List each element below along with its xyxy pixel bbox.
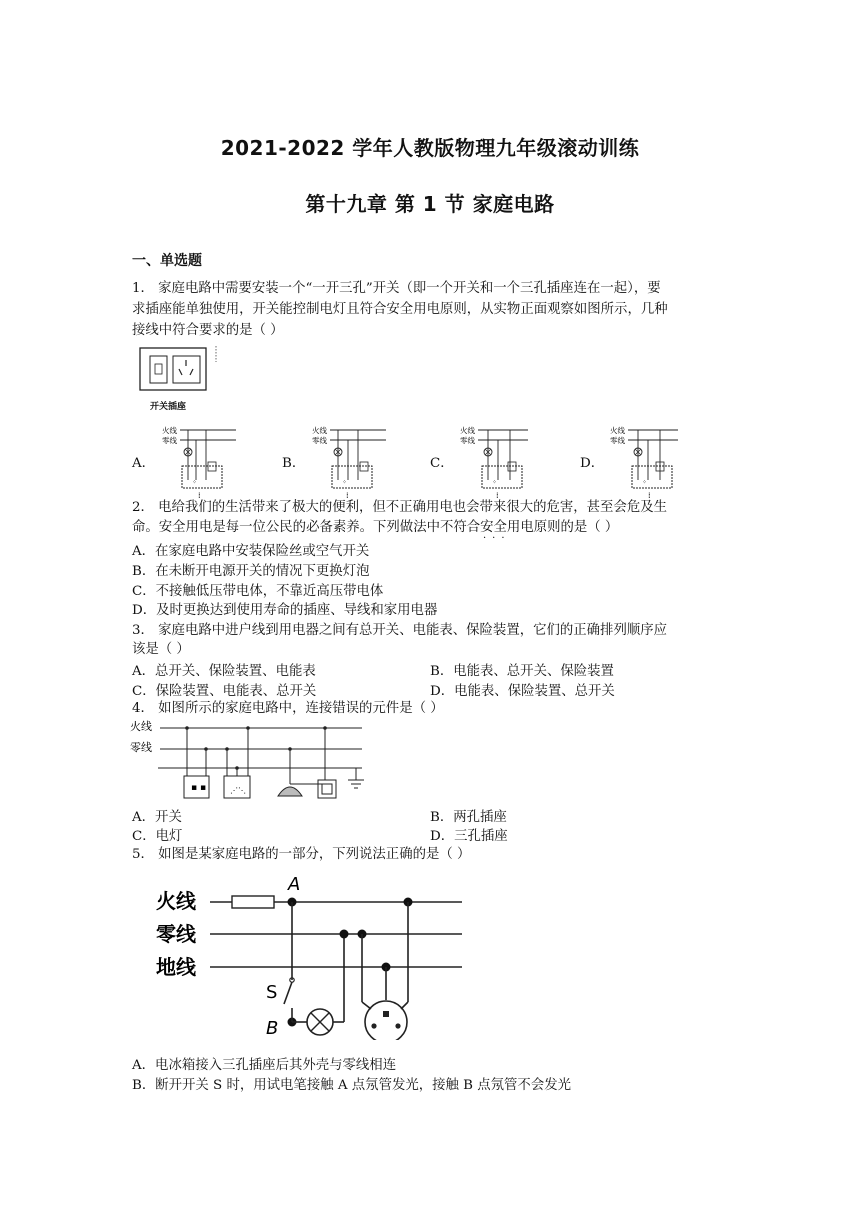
q5-option-b[interactable]: B．断开开关 S 时，用试电笔接触 A 点氖管发光，接触 B 点氖管不会发光 [132, 1078, 571, 1093]
svg-text:零线: 零线 [460, 436, 475, 445]
q1-line-3: 接线中符合要求的是（ ） [132, 323, 284, 338]
svg-text:⁞: ⁞ [496, 491, 499, 498]
q1-option-b-label[interactable]: B． [282, 456, 306, 471]
q1-option-d-label[interactable]: D． [580, 456, 605, 471]
svg-text:A: A [288, 874, 301, 895]
svg-text:零线: 零线 [610, 436, 625, 445]
svg-text:火线: 火线 [312, 426, 327, 435]
svg-text:零线: 零线 [312, 436, 327, 445]
page-subtitle: 第十九章 第 1 节 家庭电路 [305, 192, 555, 216]
svg-text:⁘: ⁘ [342, 479, 348, 486]
svg-text:火线: 火线 [610, 426, 625, 435]
svg-text:▪ ▪: ▪ ▪ [191, 783, 207, 793]
q4-option-a[interactable]: A．开关 [132, 810, 182, 825]
q2-line-1: 2． 电给我们的生活带来了极大的便利，但不正确用电也会带来很大的危害，甚至会危及生 [132, 500, 668, 515]
q4-circuit-diagram [130, 718, 380, 804]
svg-text:火线: 火线 [156, 889, 196, 913]
figure-caption: 开关插座 [150, 402, 187, 412]
q3-option-d[interactable]: D．电能表、保险装置、总开关 [430, 684, 615, 699]
svg-text:⁞: ⁞ [198, 491, 201, 498]
q2-option-b[interactable]: B．在未断开电源开关的情况下更换灯泡 [132, 564, 370, 579]
q2-option-d[interactable]: D．及时更换达到使用寿命的插座、导线和家用电器 [132, 603, 438, 618]
q5-option-a[interactable]: A．电冰箱接入三孔插座后其外壳与零线相连 [132, 1058, 397, 1073]
q2-option-a[interactable]: A．在家庭电路中安装保险丝或空气开关 [132, 544, 370, 559]
q3-option-c[interactable]: C．保险装置、电能表、总开关 [132, 684, 317, 699]
q1-line-2: 求插座能单独使用，开关能控制电灯且符合安全用电原则，从实物正面观察如图所示，几种 [132, 302, 668, 317]
svg-text:零线: 零线 [156, 922, 196, 946]
q5-circuit-diagram [152, 872, 468, 1040]
page-title: 2021-2022 学年人教版物理九年级滚动训练 [220, 136, 640, 160]
q2-line-2: 命。安全用电是每一位公民的必备素养。下列做法中不符合安全用电原则的是（ ） [132, 520, 619, 535]
q3-option-b[interactable]: B．电能表、总开关、保险装置 [430, 664, 614, 679]
q3-option-a[interactable]: A．总开关、保险装置、电能表 [132, 664, 316, 679]
svg-text:地线: 地线 [156, 955, 196, 979]
svg-text:⁞: ⁞ [648, 491, 651, 498]
q1-option-c-label[interactable]: C． [430, 456, 454, 471]
q4-option-c[interactable]: C．电灯 [132, 829, 183, 844]
svg-text:⁘: ⁘ [192, 479, 198, 486]
q4-line: 4． 如图所示的家庭电路中，连接错误的元件是（ ） [132, 701, 444, 716]
q1-option-c-diagram [456, 424, 536, 498]
svg-text:⁞: ⁞ [346, 491, 349, 498]
q2-option-c[interactable]: C．不接触低压带电体，不靠近高压带电体 [132, 584, 384, 599]
svg-text:⁘: ⁘ [492, 479, 498, 486]
svg-text:火线: 火线 [130, 720, 152, 733]
svg-text:⁘: ⁘ [642, 479, 648, 486]
q3-line-1: 3． 家庭电路中进户线到用电器之间有总开关、电能表、保险装置，它们的正确排列顺序应 [132, 623, 668, 638]
q1-option-a-diagram [158, 424, 238, 498]
q1-option-a-label[interactable]: A． [132, 456, 156, 471]
svg-text:零线: 零线 [162, 436, 177, 445]
q1-option-d-diagram [606, 424, 686, 498]
section-heading: 一、单选题 [132, 253, 202, 269]
q5-line: 5． 如图是某家庭电路的一部分，下列说法正确的是（ ） [132, 847, 471, 862]
svg-text:S: S [266, 982, 278, 1003]
svg-text:火线: 火线 [460, 426, 475, 435]
svg-text:B: B [266, 1018, 279, 1039]
q4-option-d[interactable]: D．三孔插座 [430, 829, 508, 844]
svg-text:零线: 零线 [130, 741, 152, 754]
q1-option-b-diagram [308, 424, 388, 498]
svg-text:火线: 火线 [162, 426, 177, 435]
q4-option-b[interactable]: B．两孔插座 [430, 810, 507, 825]
svg-text:⋰⋱: ⋰⋱ [230, 786, 246, 795]
q3-line-2: 该是（ ） [132, 642, 190, 657]
emphasis-dots: ··· [483, 533, 511, 544]
q1-line-1: 1． 家庭电路中需要安装一个“一开三孔”开关（即一个开关和一个三孔插座连在一起），要 [132, 281, 661, 296]
